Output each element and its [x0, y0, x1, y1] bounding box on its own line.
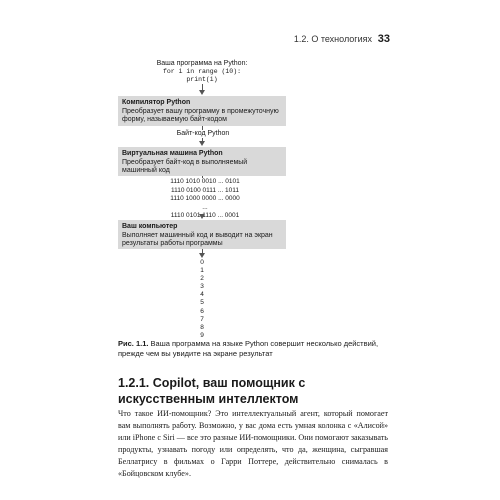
- compiler-box: [118, 96, 286, 126]
- computer-description: Выполняет машинный код и выводит на экран результаты работы программы: [122, 231, 273, 247]
- output-line: 9: [200, 331, 204, 339]
- output-line: 3: [200, 283, 204, 291]
- code-line-1: for i in range (10):: [162, 68, 241, 75]
- machine-code-line: 1110 0101 1110 ... 0001: [170, 212, 240, 219]
- output-line: 6: [200, 307, 204, 315]
- code-line-2: print(i): [186, 76, 218, 83]
- vm-description: Преобразует байт-код в выполняемый машинный код: [122, 158, 248, 174]
- output-line: 0: [200, 259, 204, 266]
- arrow-head-icon: [199, 141, 205, 146]
- figure-caption-label: Рис. 1.1.: [118, 339, 149, 348]
- machine-code-lines: [160, 178, 250, 221]
- figure-caption: [118, 339, 388, 359]
- code-block: [132, 60, 272, 84]
- figure-caption-text: Ваша программа на языке Python совершит несколько действий, прежде чем вы увидите на экране результат: [118, 339, 379, 358]
- bytecode-label: Байт-код Python: [176, 130, 230, 137]
- vm-title: Виртуальная машина Python: [122, 150, 223, 157]
- page-number: 33: [377, 33, 390, 45]
- code-caption: Ваша программа на Python:: [156, 60, 248, 67]
- output-line: 2: [200, 275, 204, 283]
- arrow-head-icon: [199, 253, 205, 258]
- machine-code-line: 1110 0100 0111 ... 1011: [170, 186, 240, 194]
- output-line: 7: [200, 315, 204, 323]
- output-line: 8: [200, 323, 204, 331]
- machine-code-line: 1110 1000 0000 ... 0000: [170, 195, 240, 202]
- machine-code-line: 1110 1010 0010 ... 0101: [170, 178, 240, 185]
- compiler-title: Компилятор Python: [122, 99, 191, 106]
- page-header: [0, 34, 500, 48]
- section-heading: 1.2.1. Copilot, ваш помощник с искусственным интеллектом: [118, 376, 306, 406]
- compiler-description: Преобразует вашу программу в промежуточную форму, называемую байт-кодом: [122, 107, 279, 123]
- running-section-title: 1.2. О технологиях: [293, 34, 372, 44]
- computer-box: [118, 220, 286, 249]
- arrow-line: [202, 176, 203, 178]
- output-line: 1: [200, 267, 204, 275]
- output-line: 4: [200, 291, 204, 299]
- output-line: 5: [200, 299, 204, 307]
- virtual-machine-box: [118, 147, 286, 176]
- computer-title: Ваш компьютер: [122, 223, 178, 230]
- arrow-head-icon: [199, 214, 205, 219]
- body-paragraph: Что такое ИИ-помощник? Это интеллектуальный агент, который помогает вам выполнять работу. Возможно, у вас дома есть умная колонка с «Алисой» или iPhone с Siri — все это разные ИИ-помощники. Они помогают заказывать продукты, узнавать погоду или определять, что да, женщина, сыгравшая Беллатрису в фильмах о Гарри Поттере, действительно снималась в «Бойцовском клубе».: [118, 409, 388, 478]
- program-output: [197, 259, 207, 340]
- machine-code-line: ...: [202, 203, 208, 211]
- arrow-head-icon: [199, 90, 205, 95]
